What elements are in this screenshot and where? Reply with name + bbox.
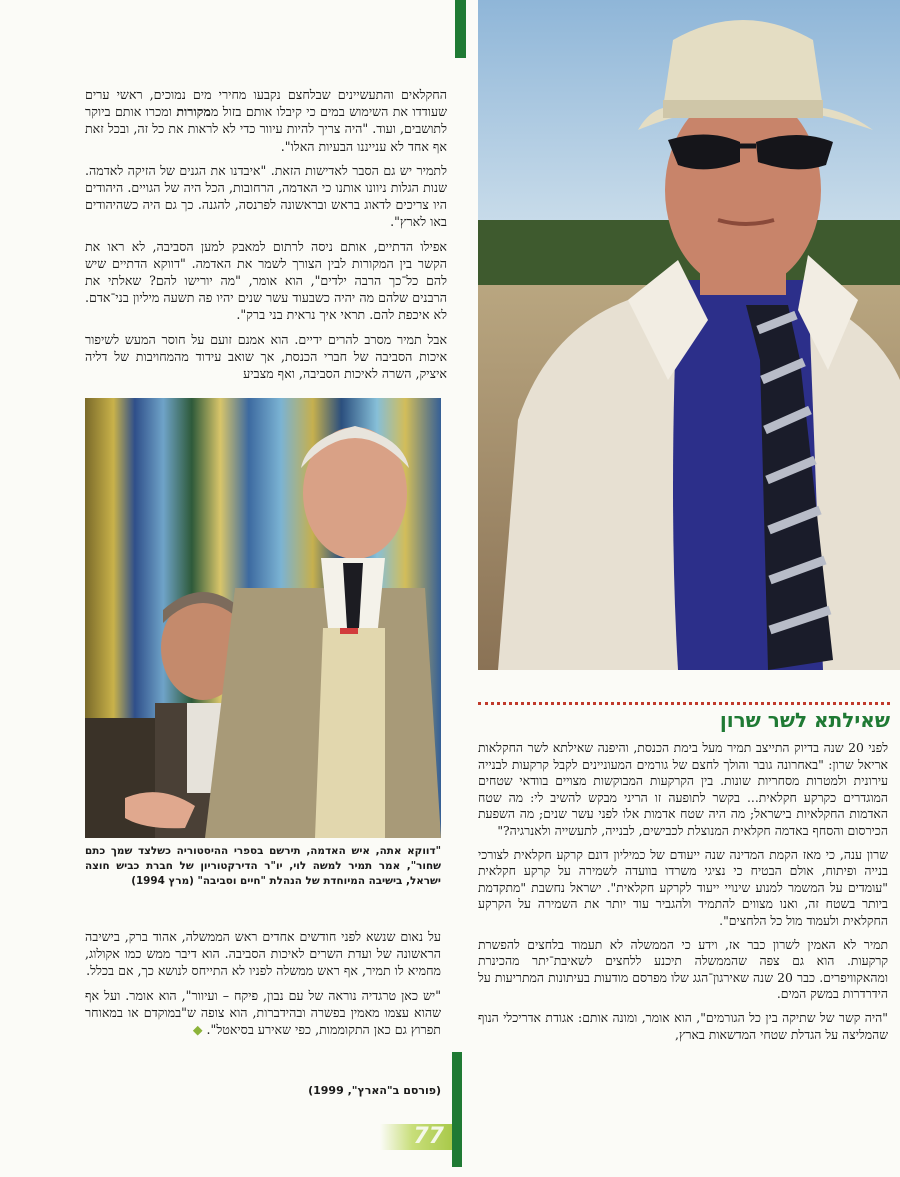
paragraph: אפילו הדתיים, אותם ניסה לרתום למאבק למען הסביבה, לא ראו את הקשר בין המקורות לבין הצורך לשמר את האדמה. "דווקא הדתיים שיש להם כל־כך הרבה ילדים", הוא אומר, "מה יורישו להם? שאלתי את הרבנים שלהם מה יהיה כשבעוד עשר שנים יהיו פה תשעה מיליון בני־אדם. לא איכפת להם. תראי איך נראית בני ברק". xyxy=(85,238,447,323)
bottom-accent-bar xyxy=(452,1052,462,1167)
meeting-photo xyxy=(85,398,441,838)
top-accent-bar xyxy=(455,0,466,58)
paragraph: שרון ענה, כי מאז הקמת המדינה שנה ייעודם של כמיליון דונם קרקע חקלאית לצורכי בנייה ופיתוח, אולם הבטיח כי נציגי משרדו בוועדה לשמירה על קרקע חקלאית "עומדים על המשמר למנוע שינויי ייעוד לקרקע חקלאית". ישראל נחשבת "מתקדמת ביותר בשטח זה, ואנו מצווים להתמיד ולהגביר עוד יותר את השמירה על הקרקע החקלאית ולעמוד מול כל הלחצים". xyxy=(478,846,888,928)
paragraph: תמיר לא האמין לשרון כבר אז, וידע כי הממשלה לא תעמוד בלחצים להפשרת קרקעות. הוא גם צפה שהממשלה תיכנע ללחצים לשאיבת־יתר מהכינרת ומהאקוויפרים. כבר 20 שנה שאירגון־הגג שלו מפרסם מודעות בעיתונות המתריעות על הידרדרות במשק המים. xyxy=(478,936,888,1002)
article-column-top xyxy=(85,86,447,389)
article-column-bottom xyxy=(85,928,441,1045)
paragraph: "היה קשר של שתיקה בין כל הגורמים", הוא אומר, ומונה אותם: אגודת אדריכלי הנוף שהמליצה על הגדלת שטחי המדשאות בארץ, xyxy=(478,1009,888,1042)
portrait-photo xyxy=(478,0,900,670)
paragraph: החקלאים והתעשיינים שבלחצם נקבעו מחירי מים נמוכים, ראשי ערים שעודדו את השימוש במים כי קיבלו אותם בזול ממקורות ומכרו אותם ביוקר לתושבים, ועוד. "היה צריך להיות עיוור כדי לא לראות את כל זה, ובכל זאת אף אחד לא ענייננו הבעיות האלו". xyxy=(85,87,447,154)
paragraph: על נאום שנשא לפני חודשים אחדים ראש הממשלה, אהוד ברק, בישיבה הראשונה של ועדת השרים לאיכות הסביבה. הוא דיבר ממש כמו אקולוג, מחמיא לו תמיר, אף ראש ממשלה לפניו לא התייחס לנושא כך, אם בכלל. xyxy=(85,929,441,979)
sidebar-rule xyxy=(478,702,890,705)
paragraph: לפני 20 שנה בדיוק התייצב תמיר מעל בימת הכנסת, והיפנה שאילתא לשר החקלאות אריאל שרון: "באחרונה גובר והולך לחצם של גורמים המעוניינים לקבל קרקעות לבנייה עירונית ולמטרות מסחריות שונות. בין הקרקעות המבוקשות מצויים בוודאי שטחים המוגדרים כקרקע חקלאית... בקשר לתופעה זו הריני מבקש להשיב לי: מה שטח האדמות החקלאיות בישראל; מה היה שטח אדמות אלו לפני עשר שנים; מה השפעת הכירסום והסחף באדמה חקלאית המנוצלת לכבישים, לבנייה, לתעשייה ולאנרגיה?" xyxy=(478,740,888,838)
end-of-article-mark: ◆ xyxy=(192,1022,203,1038)
source-note: (פורסם ב"הארץ", 1999) xyxy=(308,1084,441,1097)
paragraph: לתמיר יש גם הסבר לאדישות הזאת. "איבדנו את הגנים של הזיקה לאדמה. שנות הגלות ניוונו אותנו כי האדמה, הרחובות, הכל היה של הגויים. היהודים היו צריכים לדאוג בראש ובראשונה לפרנסה, להגנה. כך גם היה כשהיהודים באו לארץ". xyxy=(85,162,447,230)
page-number: 77 xyxy=(380,1124,452,1150)
sidebar-heading: שאילתא לשר שרון xyxy=(719,708,890,732)
paragraph: אבל תמיר מסרב להרים ידיים. הוא אמנם זועם על חוסר המעש לשיפור איכות הסביבה של חברי הכנסת, אך שואב עידוד מהמחויבות של דליה איציק, השרה לאיכות הסביבה, ואף מצביע xyxy=(85,331,447,382)
sidebar-column xyxy=(478,740,888,1050)
paragraph: "יש כאן טרגדיה נוראה של עם נבון, פיקח – ועיוור", הוא אומר. ועל אף שהוא עצמו מאמין בפשרה ובהידברות, הוא צופה ש"במוקדם או במאוחר תפרוץ גם כאן התקוממות, כפי שאירע בסיאטל". ◆ xyxy=(85,987,441,1038)
photo-caption: "דווקא אתה, איש האדמה, תירשם בספרי ההיסטוריה כשלצד שמך כתם שחור", אמר תמיר למשה לוי, יו"ר הדירקטוריון של חברת כביש חוצה ישראל, בישיבה המיוחדת של הנהלת "חיים וסביבה" (מרץ 1994) xyxy=(85,845,441,887)
